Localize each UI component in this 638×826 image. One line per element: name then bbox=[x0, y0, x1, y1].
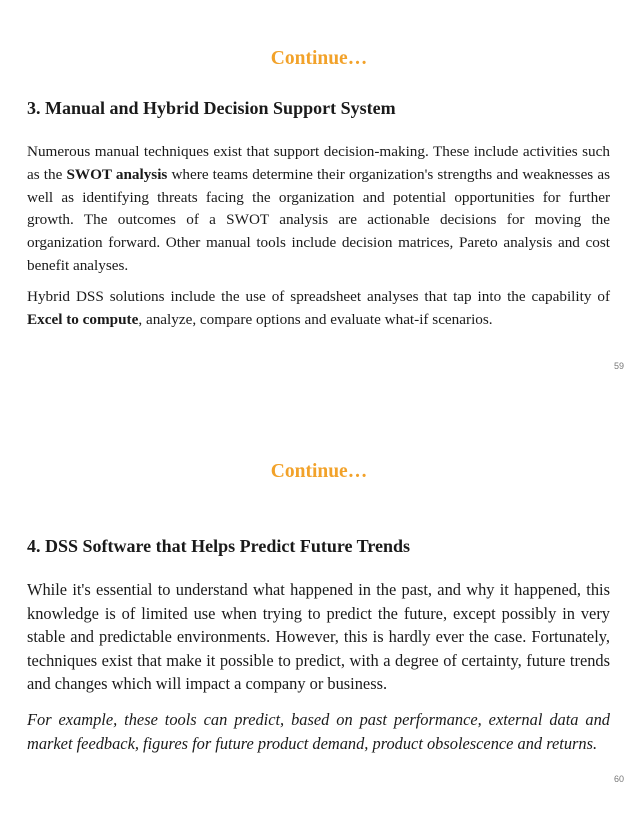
page-number: 59 bbox=[613, 361, 624, 371]
text: Hybrid DSS solutions include the use of spreadsheet analyses that tap into the capability of bbox=[27, 288, 610, 305]
paragraph-example: For example, these tools can predict, based on past performance, external data and market feedback, figures for future product demand, product obsolescence and returns. bbox=[27, 710, 610, 753]
bold-swot-analysis: SWOT analysis bbox=[66, 165, 168, 183]
bold-excel-to-compute: Excel to compute bbox=[27, 310, 139, 328]
paragraph-manual-techniques bbox=[27, 141, 610, 278]
slide-title: Continue… bbox=[270, 48, 368, 69]
text: , analyze, compare options and evaluate what-if scenarios. bbox=[138, 310, 493, 328]
text: where teams determine their organization's strengths and weaknesses as well as identifying threats facing the organization and potential opportunities for further growth. The outcomes of a SWOT analysis are actionable decisions for moving the organization forward. Other manual tools include decision matrices, Pareto analysis and cost benefit analyses. bbox=[27, 165, 610, 274]
slide-60 bbox=[0, 413, 638, 826]
page-number: 60 bbox=[613, 774, 624, 784]
section-heading: 4. DSS Software that Helps Predict Future Trends bbox=[27, 536, 411, 556]
text: Numerous manual techniques exist that support decision-making. These include activities such as the bbox=[27, 143, 610, 183]
paragraph-hybrid-dss bbox=[27, 286, 610, 332]
slide-title: Continue… bbox=[270, 461, 368, 482]
section-heading: 3. Manual and Hybrid Decision Support System bbox=[27, 98, 396, 118]
paragraph-predict-future: While it's essential to understand what happened in the past, and why it happened, this knowledge is of limited use when trying to predict the future, except possibly in very stable and predictable environments. However, this is hardly ever the case. Fortunately, techniques exist that make it possible to predict, with a degree of certainty, future trends and changes which will impact a company or business. bbox=[27, 580, 610, 694]
